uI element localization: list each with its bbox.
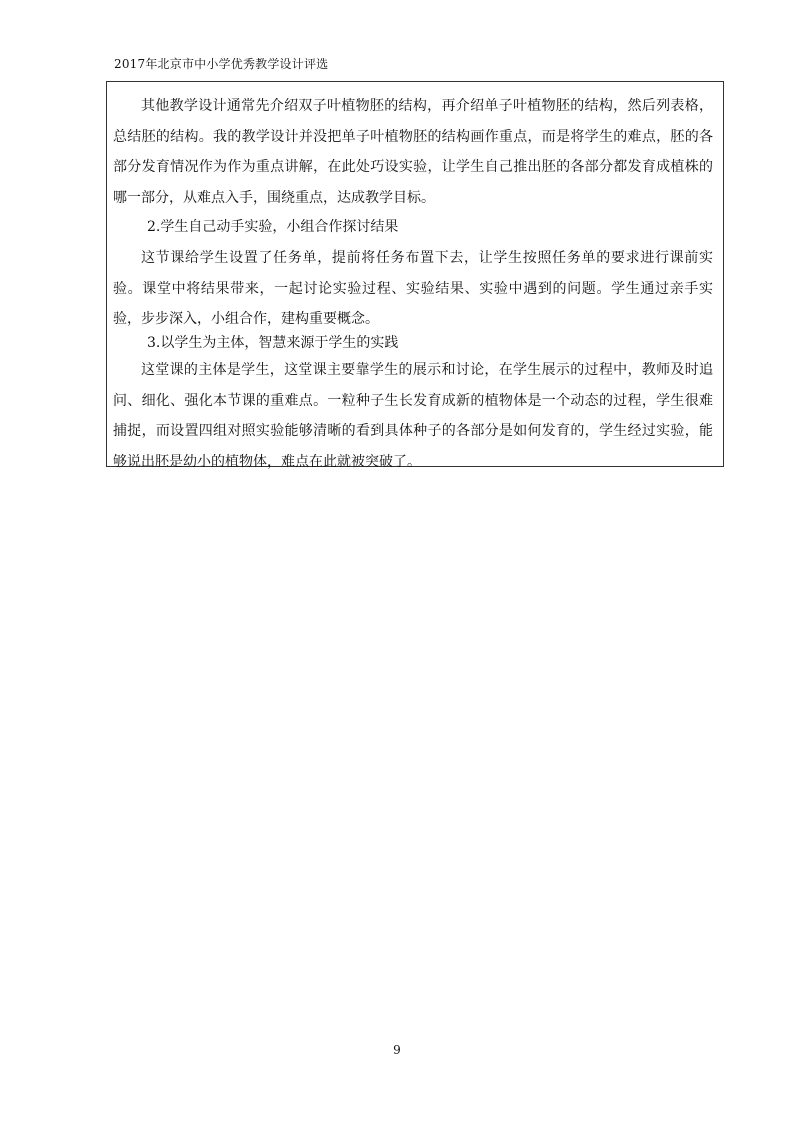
page-number: 9 <box>393 1043 401 1057</box>
paragraph-1-block <box>107 91 725 213</box>
document-header: 2017年北京市中小学优秀教学设计评选 <box>114 57 329 71</box>
section-heading-3: 3.以学生为主体，智慧来源于学生的实践 <box>147 335 399 351</box>
paragraph-2-block <box>107 243 725 335</box>
section-heading-2: 2.学生自己动手实验，小组合作探讨结果 <box>147 219 399 235</box>
paragraph-1: 其他教学设计通常先介绍双子叶植物胚的结构，再介绍单子叶植物胚的结构，然后列表格，总结胚的结构。我的教学设计并没把单子叶植物胚的结构画作重点，而是将学生的难点，胚的各部分发育情况作为作为重点讲解，在此处巧设实验，让学生自己推出胚的各部分都发育成植株的哪一部分，从难点入手，围绕重点，达成教学目标。 <box>113 98 713 206</box>
content-table-cell <box>106 81 724 470</box>
paragraph-2: 这节课给学生设置了任务单，提前将任务布置下去，让学生按照任务单的要求进行课前实验。课堂中将结果带来，一起讨论实验过程、实验结果、实验中遇到的问题。学生通过亲手实验，步步深入，小组合作，建构重要概念。 <box>113 250 713 327</box>
paragraph-3-block <box>107 355 725 477</box>
paragraph-3: 这堂课的主体是学生，这堂课主要靠学生的展示和讨论，在学生展示的过程中，教师及时追问、细化、强化本节课的重难点。一粒种子生长发育成新的植物体是一个动态的过程，学生很难捕捉，而设置四组对照实验能够清晰的看到具体种子的各部分是如何发育的，学生经过实验，能够说出胚是幼小的植物体，难点在此就被突破了。 <box>113 362 713 470</box>
